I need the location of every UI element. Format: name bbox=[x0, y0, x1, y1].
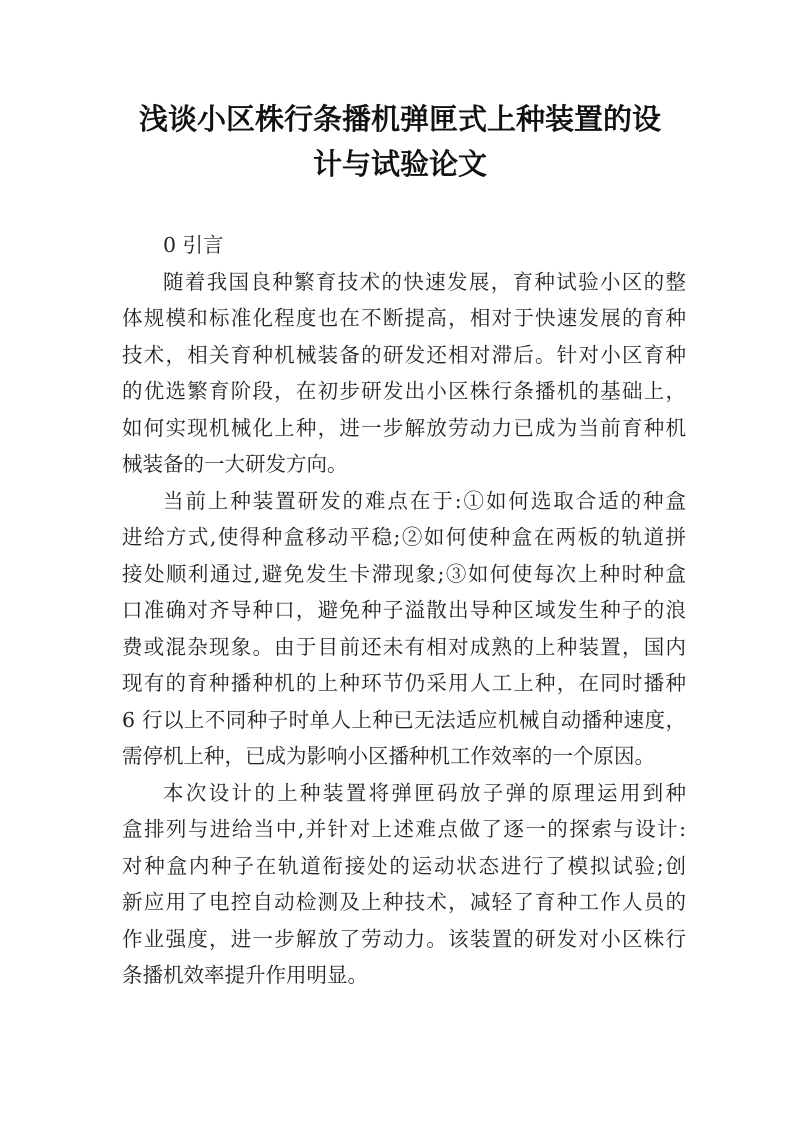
paragraph-line: 接处顺利通过,避免发生卡滞现象;③如何使每次上种时种盒 bbox=[122, 561, 686, 586]
paragraph-line: 口准确对齐导种口，避免种子溢散出导种区域发生种子的浪 bbox=[122, 598, 686, 622]
paragraph-line: 技术，相关育种机械装备的研发还相对滞后。针对小区育种 bbox=[122, 342, 686, 367]
paragraph-line: 需停机上种，已成为影响小区播种机工作效率的一个原因。 bbox=[122, 744, 655, 768]
paragraph-line: 6 行以上不同种子时单人上种已无法适应机械自动播种速度， bbox=[122, 707, 686, 732]
paragraph-line: 费或混杂现象。由于目前还未有相对成熟的上种装置，国内 bbox=[122, 634, 686, 659]
paragraph-1 bbox=[122, 264, 686, 483]
paragraph-3 bbox=[122, 775, 686, 994]
paragraph-line: 条播机效率提升作用明显。 bbox=[122, 963, 368, 987]
paragraph-line: 随着我国良种繁育技术的快速发展，育种试验小区的整 bbox=[163, 269, 686, 294]
title-line-2: 计与试验论文 bbox=[312, 147, 487, 181]
paragraph-2 bbox=[122, 483, 686, 775]
title-line-1: 浅谈小区株行条播机弹匣式上种装置的设 bbox=[138, 102, 661, 136]
document-body bbox=[122, 227, 686, 994]
paragraph-line: 新应用了电控自动检测及上种技术，减轻了育种工作人员的 bbox=[122, 890, 686, 914]
paragraph-line: 本次设计的上种装置将弹匣码放子弹的原理运用到种 bbox=[163, 780, 686, 805]
paragraph-line: 体规模和标准化程度也在不断提高，相对于快速发展的育种 bbox=[122, 306, 686, 330]
paragraph-line: 械装备的一大研发方向。 bbox=[122, 452, 348, 476]
section-heading bbox=[122, 227, 686, 264]
paragraph-line: 当前上种装置研发的难点在于:①如何选取合适的种盒 bbox=[163, 488, 686, 513]
paragraph-line: 现有的育种播种机的上种环节仍采用人工上种，在同时播种 bbox=[122, 671, 686, 695]
document-title bbox=[120, 97, 680, 187]
paragraph-line: 盒排列与进给当中,并针对上述难点做了逐一的探索与设计: bbox=[122, 817, 686, 841]
section-heading-text: 0 引言 bbox=[163, 233, 224, 257]
paragraph-line: 的优选繁育阶段，在初步研发出小区株行条播机的基础上， bbox=[122, 379, 686, 403]
paragraph-line: 对种盒内种子在轨道衔接处的运动状态进行了模拟试验;创 bbox=[122, 853, 686, 878]
paragraph-line: 如何实现机械化上种，进一步解放劳动力已成为当前育种机 bbox=[122, 415, 686, 440]
paragraph-line: 作业强度，进一步解放了劳动力。该装置的研发对小区株行 bbox=[122, 926, 686, 951]
paragraph-line: 进给方式,使得种盒移动平稳;②如何使种盒在两板的轨道拼 bbox=[122, 525, 686, 549]
